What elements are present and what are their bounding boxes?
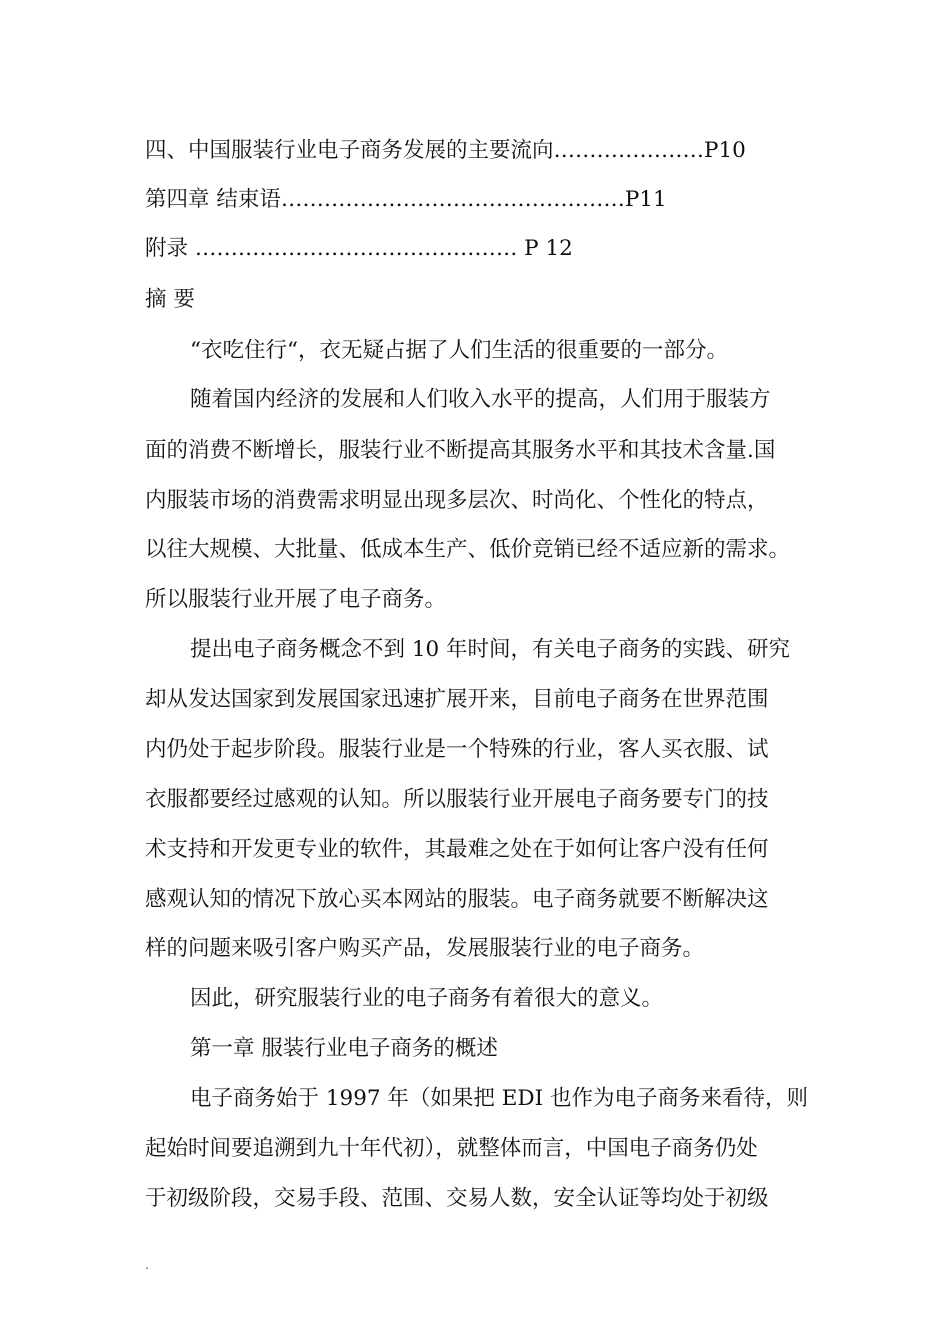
body-line-1: “衣吃住行“，衣无疑占据了人们生活的很重要的一部分。 xyxy=(190,338,728,363)
toc-entry-p12: 附录 ……………………………………… P 12 xyxy=(145,236,573,261)
body-line-7: 提出电子商务概念不到 10 年时间，有关电子商务的实践、研究 xyxy=(190,637,791,662)
body-line-2: 随着国内经济的发展和人们收入水平的提高，人们用于服装方 xyxy=(190,387,771,412)
footer-mark: . xyxy=(145,1258,149,1272)
body-line-5: 以往大规模、大批量、低成本生产、低价竞销已经不适应新的需求。 xyxy=(145,537,791,562)
toc-entry-p10: 四、中国服装行业电子商务发展的主要流向…………………P10 xyxy=(145,138,746,163)
chapter-heading: 第一章 服装行业电子商务的概述 xyxy=(190,1036,498,1061)
toc-entry-p11: 第四章 结束语…………………………………………P11 xyxy=(145,187,667,212)
body-line-14: 因此，研究服装行业的电子商务有着很大的意义。 xyxy=(190,986,664,1011)
body-line-4: 内服装市场的消费需求明显出现多层次、时尚化、个性化的特点， xyxy=(145,488,769,513)
body-line-12: 感观认知的情况下放心买本网站的服装。电子商务就要不断解决这 xyxy=(145,887,769,912)
body-line-11: 术支持和开发更专业的软件，其最难之处在于如何让客户没有任何 xyxy=(145,837,769,862)
body-line-17: 起始时间要追溯到九十年代初），就整体而言，中国电子商务仍处 xyxy=(145,1136,758,1161)
body-line-16: 电子商务始于 1997 年（如果把 EDI 也作为电子商务来看待，则 xyxy=(190,1086,808,1111)
body-line-3: 面的消费不断增长，服装行业不断提高其服务水平和其技术含量.国 xyxy=(145,438,776,463)
body-line-9: 内仍处于起步阶段。服装行业是一个特殊的行业，客人买衣服、试 xyxy=(145,737,769,762)
body-line-13: 样的问题来吸引客户购买产品，发展服装行业的电子商务。 xyxy=(145,936,705,961)
body-line-18: 于初级阶段，交易手段、范围、交易人数，安全认证等均处于初级 xyxy=(145,1186,769,1211)
body-line-10: 衣服都要经过感观的认知。所以服装行业开展电子商务要专门的技 xyxy=(145,787,769,812)
abstract-heading: 摘 要 xyxy=(145,287,195,312)
body-line-6: 所以服装行业开展了电子商务。 xyxy=(145,587,447,612)
body-line-8: 却从发达国家到发展国家迅速扩展开来，目前电子商务在世界范围 xyxy=(145,687,769,712)
